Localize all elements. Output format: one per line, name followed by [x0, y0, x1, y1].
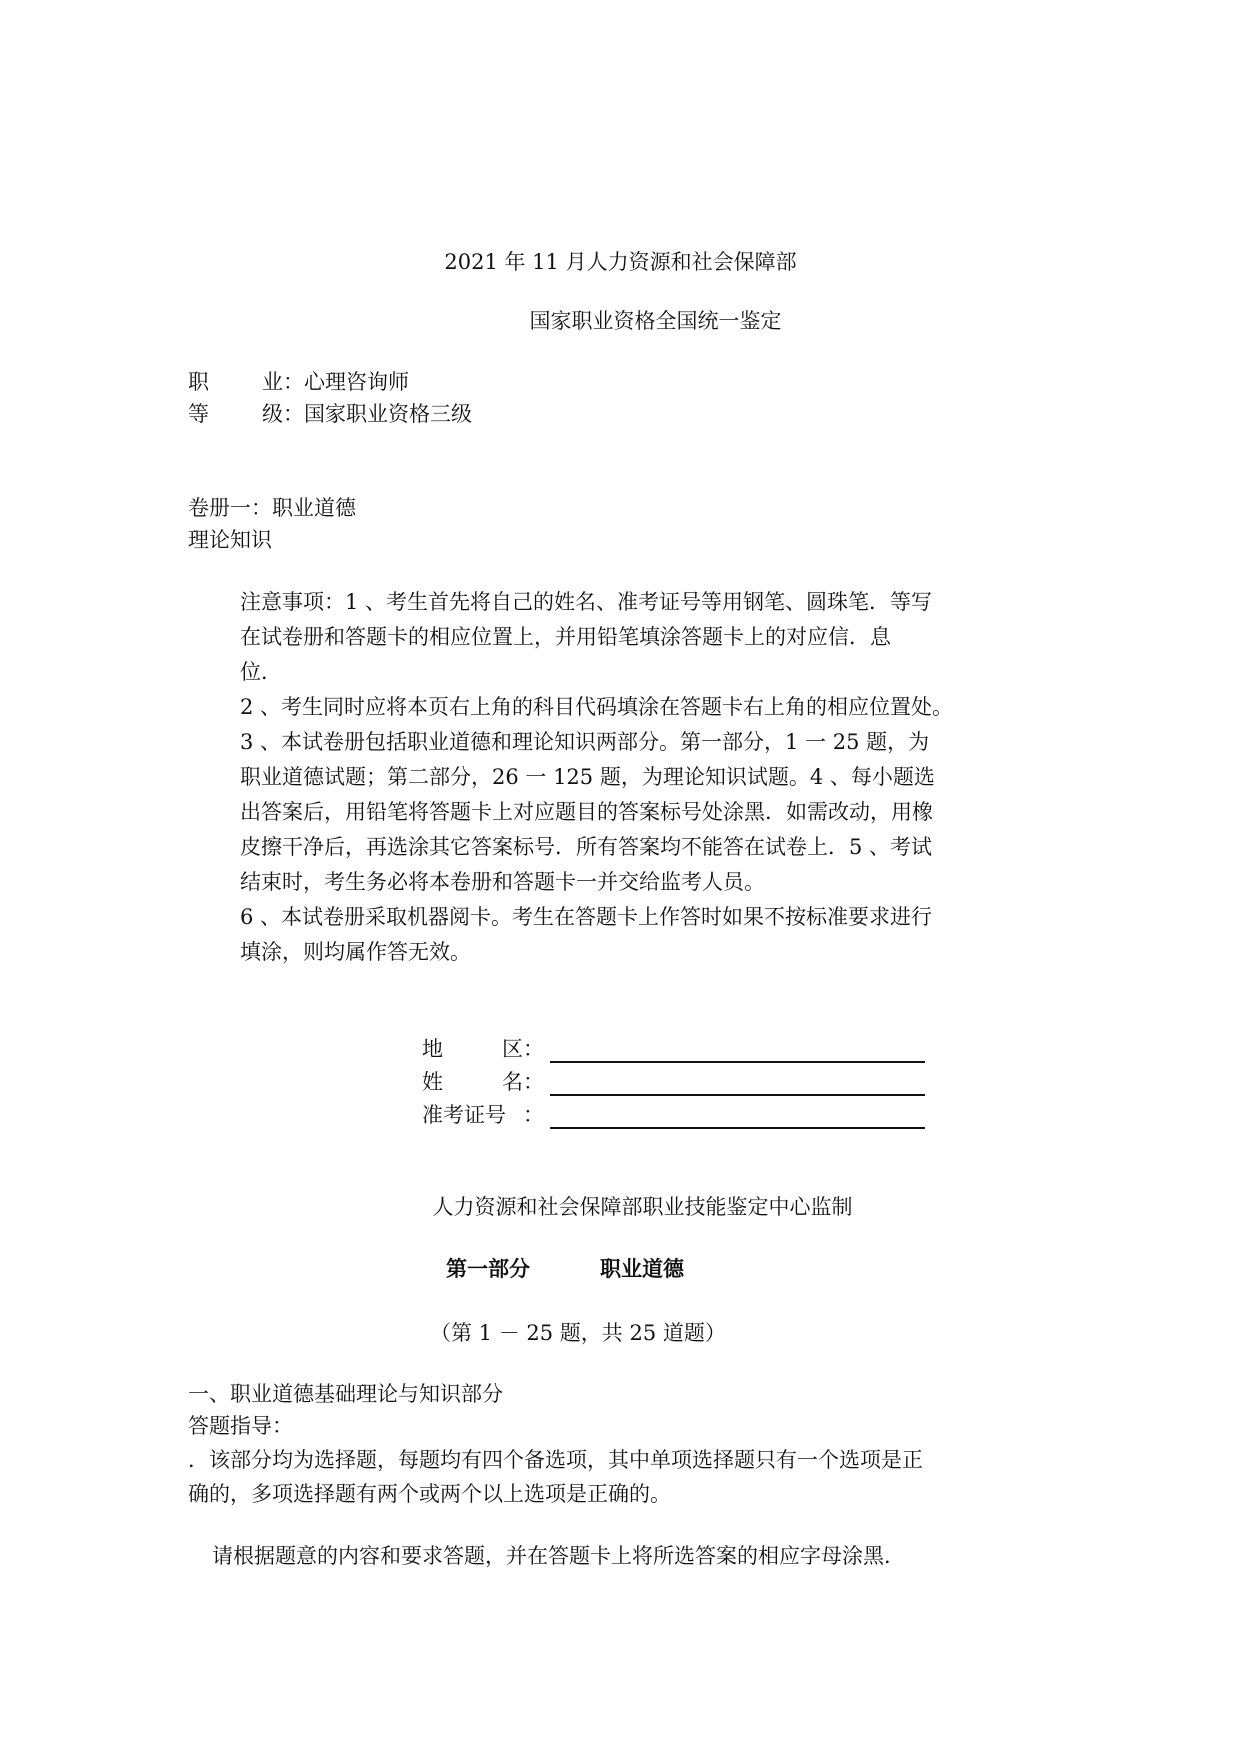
guide-label: 答题指导： [188, 1414, 293, 1438]
occupation-label-b: 业： [262, 370, 304, 394]
occupation-row [188, 366, 409, 398]
header-line-2: 国家职业资格全国统一鉴定 [529, 309, 782, 333]
notice-line: 出答案后，用铅笔将答题卡上对应题目的答案标号处涂黑．如需改动，用橡 [240, 800, 933, 824]
admission-number-label: 准考证号 ： [422, 1103, 544, 1127]
notice-line: 6 、本试卷册采取机器阅卡。考生在答题卡上作答时如果不按标准要求进行 [240, 905, 933, 929]
notice-line: 3 、本试卷册包括职业道德和理论知识两部分。第一部分，1 一 25 题，为 [240, 730, 930, 754]
notice-line: 位． [240, 660, 282, 684]
occupation-label-a: 职 [188, 370, 209, 394]
level-label-b: 级： [262, 402, 304, 426]
region-label: 地 区： [422, 1037, 544, 1061]
name-input[interactable] [550, 1068, 925, 1096]
notice-line: 注意事项：1 、考生首先将自己的姓名、准考证号等用钢笔、圆珠笔．等写 [240, 590, 933, 614]
level-label-a: 等 [188, 402, 209, 426]
notice-block [240, 585, 1070, 970]
answer-instruction: 请根据题意的内容和要求答题，并在答题卡上将所选答案的相应字母涂黑． [212, 1544, 905, 1568]
part-range: （第 1 － 25 题，共 25 道题） [430, 1321, 726, 1345]
admission-number-field-row [422, 1096, 925, 1129]
notice-line: 职业道德试题；第二部分，26 一 125 题，为理论知识试题。4 、每小题选 [240, 765, 935, 789]
notice-line: 结束时，考生务必将本卷册和答题卡一并交给监考人员。 [240, 870, 765, 894]
notice-line: 皮擦干净后，再选涂其它答案标号．所有答案均不能答在试卷上．5 、考试 [240, 835, 933, 859]
level-value: 国家职业资格三级 [304, 402, 472, 426]
occupation-value: 心理咨询师 [304, 370, 409, 394]
volume-line-2: 理论知识 [188, 528, 272, 552]
name-label: 姓 名： [422, 1070, 544, 1094]
supervision-text: 人力资源和社会保障部职业技能鉴定中心监制 [432, 1195, 853, 1219]
part-name: 职业道德 [600, 1256, 684, 1281]
part-title [446, 1253, 684, 1285]
notice-line: 在试卷册和答题卡的相应位置上，并用铅笔填涂答题卡上的对应信．息 [240, 625, 891, 649]
region-input[interactable] [550, 1035, 925, 1063]
admission-number-input[interactable] [550, 1101, 925, 1129]
candidate-fields [422, 1030, 925, 1129]
region-field-row [422, 1030, 925, 1063]
volume-line-1: 卷册一：职业道德 [188, 496, 356, 520]
notice-line: 2 、考生同时应将本页右上角的科目代码填涂在答题卡右上角的相应位置处。 [240, 695, 954, 719]
section-heading: 一、职业道德基础理论与知识部分 [188, 1382, 503, 1406]
guide-line: ．该部分均为选择题，每题均有四个备选项，其中单项选择题只有一个选项是正 [188, 1448, 923, 1472]
level-row [188, 398, 472, 430]
notice-line: 填涂，则均属作答无效。 [240, 940, 471, 964]
guide-line: 确的，多项选择题有两个或两个以上选项是正确的。 [188, 1482, 671, 1506]
part-number: 第一部分 [446, 1256, 530, 1281]
name-field-row [422, 1063, 925, 1096]
header-line-1: 2021 年 11 月人力资源和社会保障部 [444, 250, 797, 274]
